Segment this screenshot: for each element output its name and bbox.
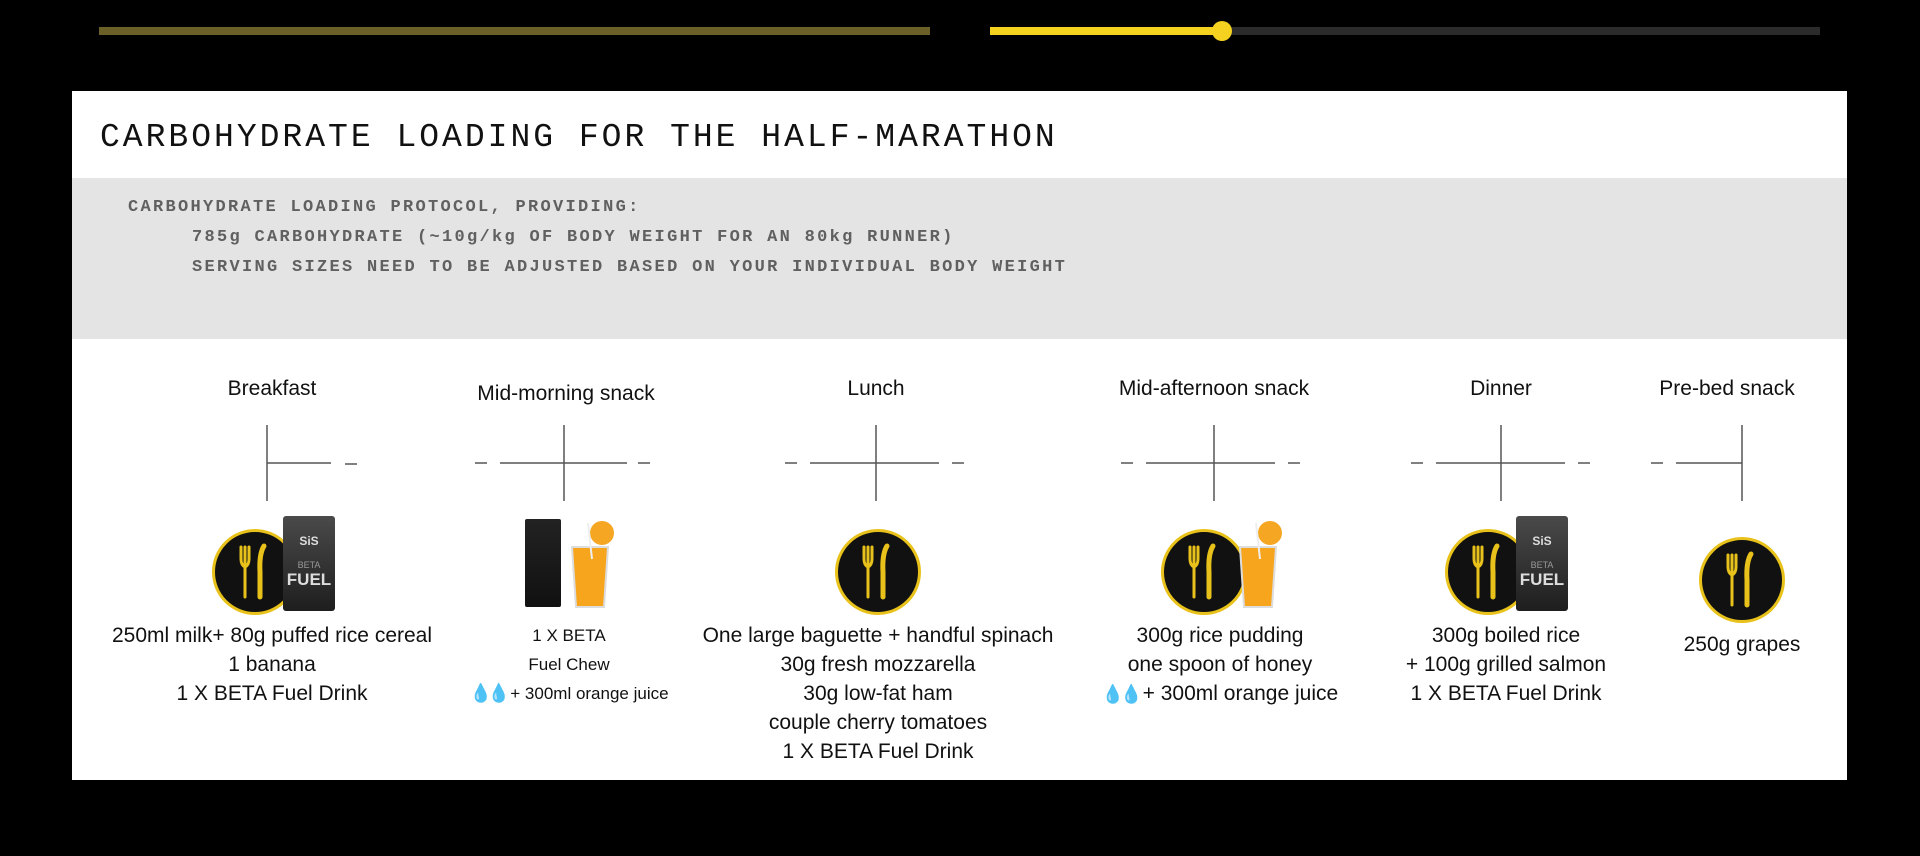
meal-item: 1 X BETA Fuel Drink — [1410, 682, 1602, 705]
content-card — [72, 91, 1847, 780]
timeline-dash — [342, 461, 362, 467]
progress-slider-handle[interactable] — [1212, 21, 1232, 41]
page-title: CARBOHYDRATE LOADING FOR THE HALF-MARATHON — [100, 119, 1058, 156]
pouch-line: BETA — [1530, 560, 1554, 570]
pouch-line: FUEL — [286, 570, 332, 589]
meal-item: 30g fresh mozzarella — [780, 653, 976, 676]
fuel-chew-icon — [525, 519, 561, 607]
orange-juice-icon — [562, 519, 622, 611]
meal-item: 300g rice pudding — [1136, 624, 1304, 647]
meal-items — [112, 621, 432, 708]
timeline-connector — [472, 421, 652, 501]
meal-title: Pre-bed snack — [1659, 377, 1795, 400]
meal-title: Breakfast — [227, 377, 317, 400]
plate-icon — [835, 529, 921, 615]
timeline-connector — [1408, 421, 1594, 501]
pouch-brand: SiS — [1532, 534, 1552, 548]
progress-bar-complete — [99, 27, 930, 35]
meal-item-juice — [469, 679, 668, 708]
meal-item: one spoon of honey — [1127, 653, 1313, 676]
meal-title: Lunch — [847, 377, 905, 400]
progress-slider-fill — [990, 27, 1222, 35]
plate-icon — [1699, 537, 1785, 623]
meal-title: Mid-afternoon snack — [1118, 377, 1310, 400]
fork-knife-icon — [838, 532, 918, 612]
meal-items — [703, 621, 1054, 766]
meal-item: One large baguette + handful spinach — [702, 624, 1054, 647]
meal-item: 300g boiled rice — [1431, 624, 1581, 647]
pouch-line: FUEL — [1519, 570, 1565, 589]
timeline-connector — [782, 421, 968, 501]
timeline-connector — [1648, 421, 1748, 501]
fuel-pouch-icon — [283, 516, 335, 611]
meal-title: Mid-morning snack — [477, 382, 655, 405]
meal-items — [1102, 621, 1338, 709]
drops-icon: 💧💧 — [469, 683, 507, 703]
progress-slider[interactable] — [990, 27, 1820, 35]
meal-items — [1684, 630, 1801, 659]
meal-item: couple cherry tomatoes — [768, 711, 988, 734]
meal-item: 1 X BETA — [532, 626, 606, 645]
fork-knife-icon — [1702, 540, 1782, 620]
meal-item: + 300ml orange juice — [510, 684, 669, 703]
orange-juice-icon — [1230, 519, 1290, 611]
timeline-connector — [252, 421, 332, 501]
meal-item: + 100g grilled salmon — [1405, 653, 1607, 676]
meal-item: Fuel Chew — [528, 655, 610, 674]
intro-line: 785g CARBOHYDRATE (~10g/kg OF BODY WEIGHT FOR AN 80kg RUNNER) — [192, 228, 955, 247]
drops-icon: 💧💧 — [1101, 684, 1139, 704]
timeline-connector — [1118, 421, 1304, 501]
meal-item: + 300ml orange juice — [1142, 682, 1339, 705]
meal-item: 250g grapes — [1683, 633, 1801, 656]
meal-item-juice — [1102, 679, 1338, 709]
pouch-line: BETA — [297, 560, 321, 570]
meal-title: Dinner — [1470, 377, 1532, 400]
meal-item: 1 X BETA Fuel Drink — [782, 740, 974, 763]
meal-item: 250ml milk+ 80g puffed rice cereal — [111, 624, 433, 647]
meal-items — [469, 621, 668, 708]
intro-line: SERVING SIZES NEED TO BE ADJUSTED BASED ON YOUR INDIVIDUAL BODY WEIGHT — [192, 258, 1068, 277]
meal-items — [1406, 621, 1606, 708]
meal-item: 30g low-fat ham — [803, 682, 953, 705]
pouch-brand: SiS — [299, 534, 319, 548]
intro-line: CARBOHYDRATE LOADING PROTOCOL, PROVIDING: — [128, 198, 641, 217]
meal-item: 1 banana — [228, 653, 316, 676]
meal-item: 1 X BETA Fuel Drink — [176, 682, 368, 705]
fuel-pouch-icon — [1516, 516, 1568, 611]
